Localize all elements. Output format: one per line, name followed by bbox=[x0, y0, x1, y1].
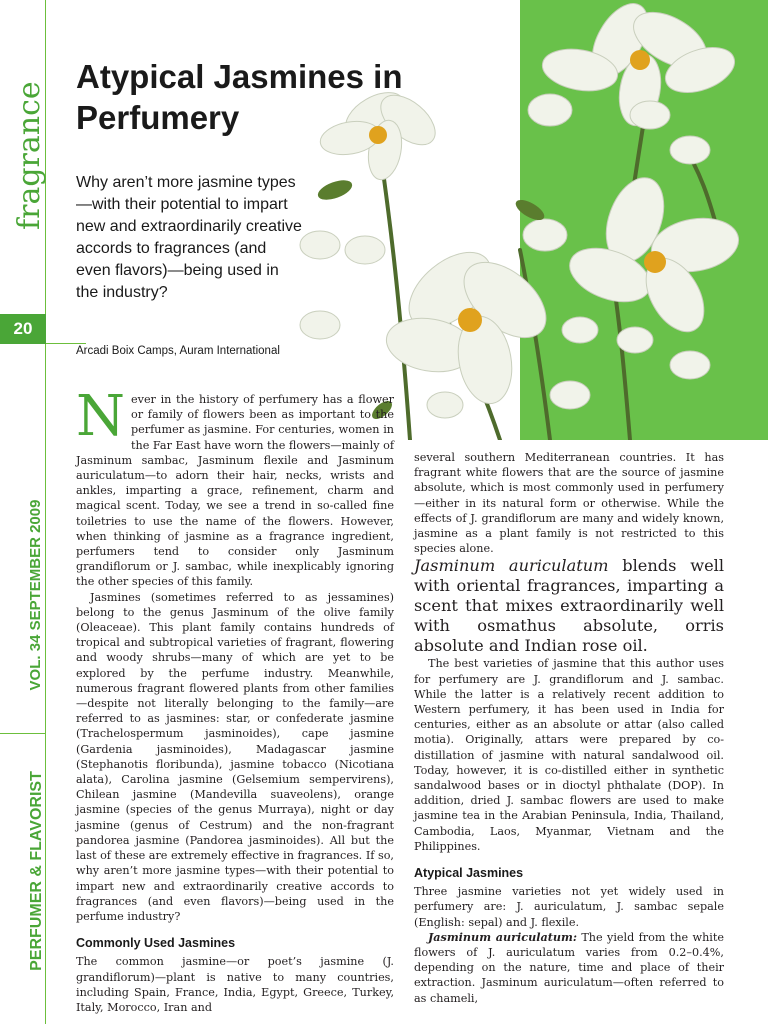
body-paragraph-text: The yield from the white flowers of J. auriculatum varies from 0.2–0.4%, depending on the nature, time and place of their extraction. Jasminum auriculatum—often referred to as chameli, bbox=[414, 930, 724, 1005]
body-column-right bbox=[414, 450, 724, 1006]
page-number-rule bbox=[46, 343, 86, 344]
body-paragraph: Jasmines (sometimes referred to as jessamines) belong to the genus Jasminum of the olive family (Oleaceae). This plant family contains hundreds of tropical and subtropical varieties of fragrant, flowering and woody shrubs—many of which are yet to be explored by the perfume industry. Meanwhile, numerous fragrant flowered plants from other families—despite not literally belonging to the family—are referred to as jasmines: star, or confederate jasmine (Trachelospermum jasminoides), cape jasmine (Gardenia jasminoides), Madagascar jasmine (Stephanotis floribunda), jasmine tobacco (Nicotiana alata), Carolina jasmine (Gelsemium sempervirens), Chilean jasmine (Mandevilla suaveolens), orange jasmine (species of the genus Murraya), night or day jasmine (genus of Cestrum) and the non-fragrant pandorea jasmine (Pandorea jasminoides). All but the last of these are extremely effective in fragrances. If so, why aren’t more jasmine types—with their potential to impart new and extraordinarily creative accords to fragrances (and even flavors)—being used in the perfume industry? bbox=[76, 590, 394, 923]
article-deck: Why aren’t more jasmine types—with their potential to impart new and extraordinarily creative accords to fragrances (and even flavors)—being used in the industry? bbox=[76, 174, 302, 301]
run-in-head: Jasminum auriculatum: bbox=[428, 929, 577, 944]
body-paragraph: The common jasmine—or poet’s jasmine (J. grandiflorum)—plant is native to many countries, including Spain, France, India, Egypt, Greece, Turkey, Italy, Morocco, Iran and bbox=[76, 955, 394, 1014]
rail-tick bbox=[0, 733, 46, 734]
pull-quote-lead: Jasminum auriculatum bbox=[414, 556, 609, 576]
body-paragraph: Three jasmine varieties not yet widely used in perfumery are: J. auriculatum, J. sambac sepale (English: sepal) and J. flexile. bbox=[414, 885, 724, 929]
pull-quote-text: blends well with oriental fragrances, imparting a scent that mixes extraordinarily well with osmathus absolute, orris absolute and Indian rose oil. bbox=[414, 556, 724, 656]
body-paragraph bbox=[414, 930, 724, 1006]
article-title: Atypical Jasmines in Perfumery bbox=[76, 58, 403, 136]
volume-date: VOL. 34 SEPTEMBER 2009 bbox=[27, 499, 44, 691]
body-paragraph: several southern Mediterranean countries. It has fragrant white flowers that are the source of jasmine absolute, which is most commonly used in perfumery—either in its natural form or otherwise. While the effects of J. grandiflorum are many and widely known, jasmine as a plant family is not restricted to this species alone. bbox=[414, 451, 724, 556]
subheading-atypical-jasmines: Atypical Jasmines bbox=[414, 866, 524, 881]
pull-quote bbox=[414, 556, 724, 656]
body-paragraph: The best varieties of jasmine that this author uses for perfumery are J. grandiflorum and J. sambac. While the latter is a relatively recent addition to Western perfumery, it has been used in India for centuries, either as an absolute or attar (also called motia). Originally, attars were prepared by co-distillation of jasmine with natural sandalwood oil. Today, however, it is co-distilled either in synthetic sandalwood bases or in dioctyl phthalate (DOP). In addition, dried J. sambac flowers are used to make jasmine tea in the Arabian Peninsula, India, Thailand, Cambodia, Laos, Myanmar, Vietnam and the Philippines. bbox=[414, 657, 724, 853]
drop-cap: N bbox=[76, 384, 125, 449]
article-byline: Arcadi Boix Camps, Auram International bbox=[76, 345, 280, 357]
page-number: 20 bbox=[0, 314, 46, 344]
publication-name: PERFUMER & FLAVORIST bbox=[28, 771, 45, 971]
subheading-common-jasmines: Commonly Used Jasmines bbox=[76, 936, 236, 951]
body-paragraph: ever in the history of perfumery has a flower or family of flowers been as important to the perfumer as jasmine. For centuries, women in the Far East have worn the flowers—mainly of Jasminum sambac, Jasminum flexile and Jasminum auriculatum—to adorn their hair, necks, wrists and ankles, imparting a grace, refinement, charm and magical scent. Today, we see a trend in so-called fine toiletries to use the name of the flowers. However, when thinking of jasmine as a fragrance ingredient, perfumers tend to consider only Jasminum grandiflorum or J. sambac, while inexplicably ignoring the other species of this family. bbox=[76, 393, 394, 589]
section-label: fragrance bbox=[12, 81, 47, 230]
body-column-left bbox=[76, 384, 394, 1015]
